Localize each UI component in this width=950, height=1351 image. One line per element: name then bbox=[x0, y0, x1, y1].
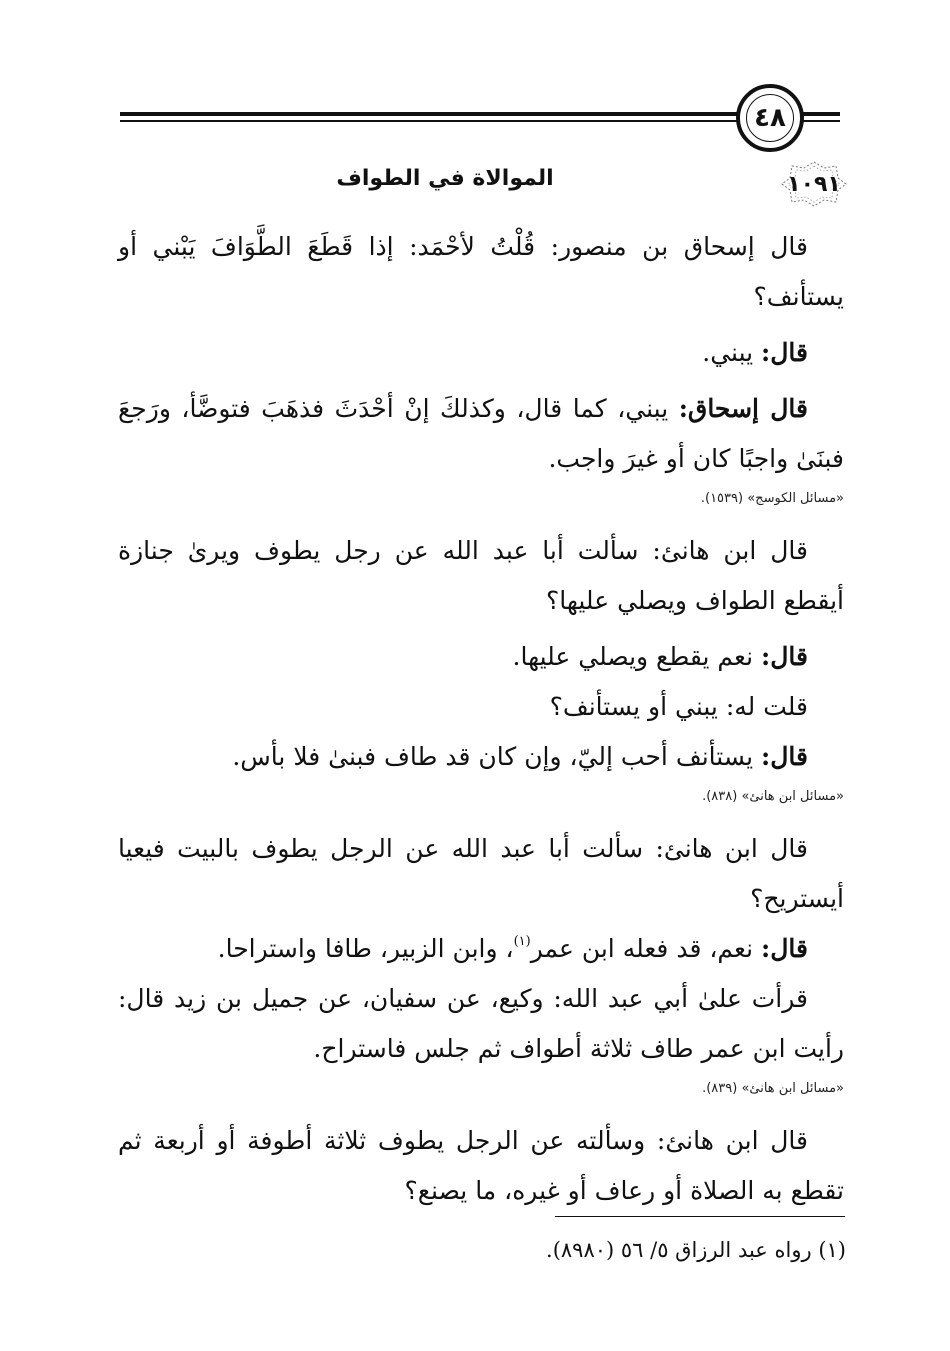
header-rule-right-thin bbox=[800, 120, 840, 122]
paragraph-text: نعم يقطع ويصلي عليها. bbox=[512, 642, 762, 671]
paragraph bbox=[118, 632, 844, 682]
paragraph bbox=[118, 526, 844, 626]
source-reference: «مسائل الكوسج» (١٥٣٩). bbox=[700, 491, 844, 506]
page-number-text: ٤٨ bbox=[754, 103, 786, 133]
section-number: ١٠٩١ bbox=[787, 171, 841, 197]
body-text bbox=[118, 222, 844, 1216]
footnote-marker[interactable]: (١) bbox=[513, 934, 531, 949]
footnote bbox=[400, 1232, 846, 1268]
paragraph-text: قال ابن هانئ: وسألته عن الرجل يطوف ثلاثة أطوفة أو أربعة ثم تقطع به الصلاة أو رعاف أو غيره، ما يصنع؟ bbox=[118, 1126, 844, 1205]
header-rule-right bbox=[800, 112, 840, 116]
paragraph-text: ، وابن الزبير، طافا واستراحا. bbox=[217, 934, 514, 963]
paragraph bbox=[118, 924, 844, 974]
footnote-text: رواه عبد الرزاق ٥/ ٥٦ (٨٩٨٠). bbox=[546, 1238, 812, 1262]
footnote-number: (١) bbox=[818, 1238, 846, 1262]
paragraph bbox=[118, 384, 844, 484]
paragraph bbox=[118, 328, 844, 378]
paragraph bbox=[118, 682, 844, 732]
speaker-label: قال إسحاق: bbox=[678, 394, 808, 423]
speaker-label: قال: bbox=[761, 338, 808, 367]
paragraph-text: يستأنف أحب إليّ، وإن كان قد طاف فبنىٰ فلا بأس. bbox=[232, 742, 762, 771]
source-reference: «مسائل ابن هانئ» (٨٣٩). bbox=[702, 1081, 844, 1096]
paragraph-text: قلت له: يبني أو يستأنف؟ bbox=[549, 692, 808, 721]
paragraph-text: قال ابن هانئ: سألت أبا عبد الله عن الرجل يطوف بالبيت فيعيا أيستريح؟ bbox=[118, 834, 844, 913]
paragraph-text: يبني. bbox=[702, 338, 762, 367]
paragraph-text: يبني، كما قال، وكذلكَ إنْ أحْدَثَ فذهَبَ فتوضَّأ، ورَجعَ فبنَىٰ واجبًا كان أو غيرَ واجب. bbox=[118, 394, 844, 473]
paragraph bbox=[118, 1116, 844, 1216]
paragraph bbox=[118, 824, 844, 924]
paragraph bbox=[118, 222, 844, 322]
section-number-badge bbox=[780, 160, 848, 208]
paragraph bbox=[118, 732, 844, 782]
page-number bbox=[736, 84, 804, 152]
paragraph bbox=[118, 974, 844, 1074]
source-reference: «مسائل ابن هانئ» (٨٣٨). bbox=[702, 789, 844, 804]
paragraph-text: قال ابن هانئ: سألت أبا عبد الله عن رجل يطوف ويرىٰ جنازة أيقطع الطواف ويصلي عليها؟ bbox=[118, 536, 844, 615]
speaker-label: قال: bbox=[761, 642, 808, 671]
paragraph-text: نعم، قد فعله ابن عمر bbox=[530, 934, 762, 963]
header-rule bbox=[120, 112, 738, 116]
speaker-label: قال: bbox=[761, 742, 808, 771]
speaker-label: قال: bbox=[761, 934, 808, 963]
footnote-rule bbox=[555, 1216, 845, 1217]
section-title: الموالاة في الطواف bbox=[336, 166, 554, 191]
paragraph-text: قال إسحاق بن منصور: قُلْتُ لأحْمَد: إذا قَطَعَ الطَّوَافَ يَبْني أو يستأنف؟ bbox=[118, 232, 844, 311]
header-rule-thin bbox=[120, 120, 738, 122]
paragraph-text: قرأت علىٰ أبي عبد الله: وكيع، عن سفيان، عن جميل بن زيد قال: رأيت ابن عمر طاف ثلاثة أطواف ثم جلس فاستراح. bbox=[118, 984, 844, 1063]
